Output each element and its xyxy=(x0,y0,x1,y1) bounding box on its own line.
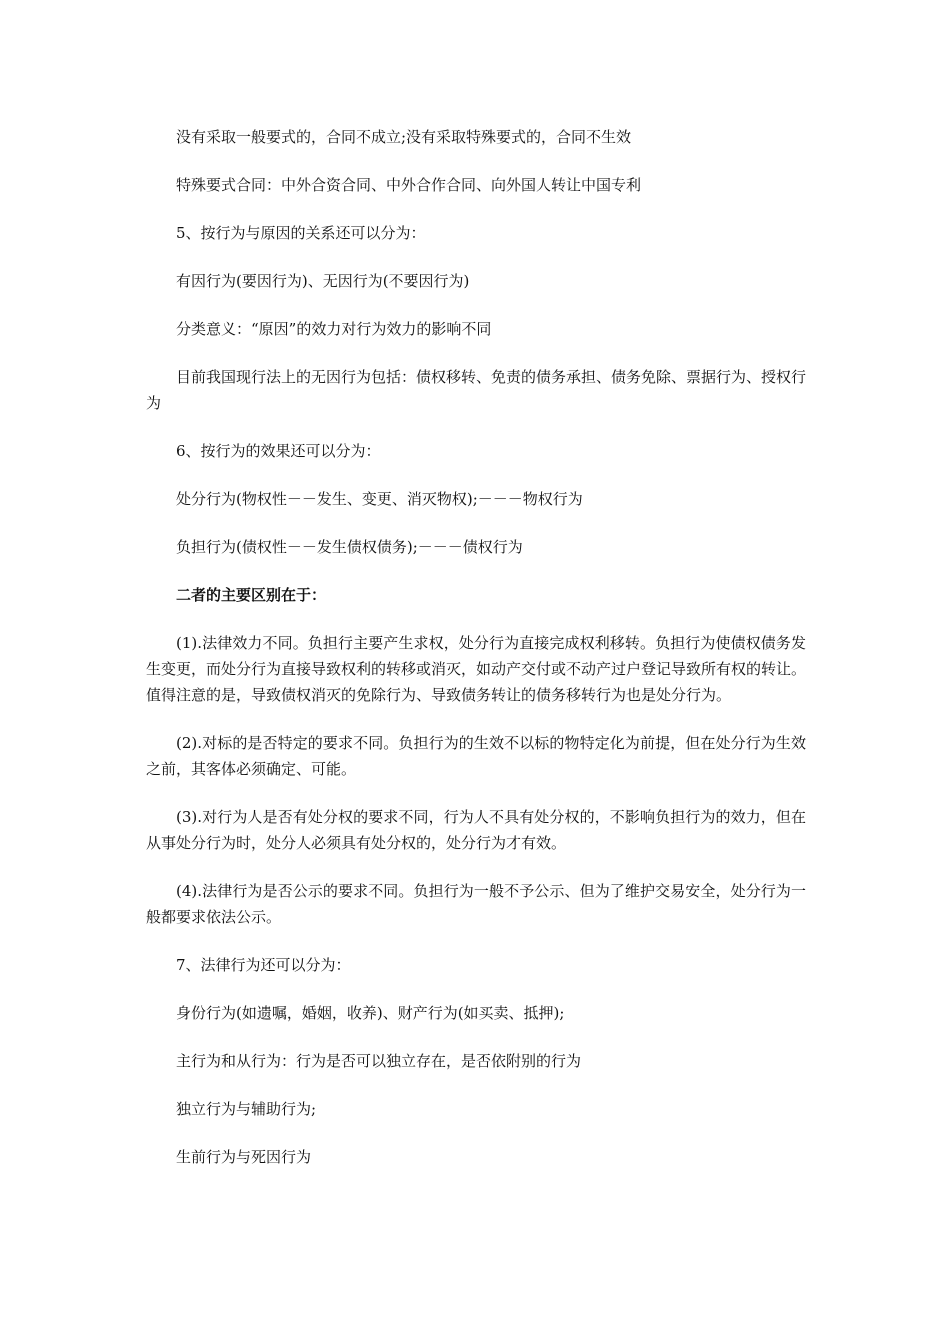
paragraph: 5、按行为与原因的关系还可以分为： xyxy=(176,224,426,242)
paragraph: (1).法律效力不同。负担行主要产生求权，处分行为直接完成权利移转。负担行为使债权债务发生变更，而处分行为直接导致权利的转移或消灭，如动产交付或不动产过户登记导致所有权的转让。值得注意的是，导致债权消灭的免除行为、导致债务转让的债务移转行为也是处分行为。 xyxy=(146,634,807,704)
paragraph: 有因行为(要因行为)、无因行为(不要因行为) xyxy=(176,272,470,290)
paragraph: 主行为和从行为：行为是否可以独立存在，是否依附别的行为 xyxy=(176,1052,582,1070)
paragraph: 独立行为与辅助行为; xyxy=(176,1100,317,1118)
paragraph: 没有采取一般要式的，合同不成立;没有采取特殊要式的，合同不生效 xyxy=(176,128,632,146)
section-heading: 二者的主要区别在于： xyxy=(176,586,327,604)
paragraph: 7、法律行为还可以分为： xyxy=(176,956,351,974)
paragraph: 负担行为(债权性－－发生债权债务);－－－债权行为 xyxy=(176,538,523,556)
document-body xyxy=(146,124,806,1192)
paragraph: 特殊要式合同：中外合资合同、中外合作合同、向外国人转让中国专利 xyxy=(176,176,642,194)
paragraph: 分类意义：“原因”的效力对行为效力的影响不同 xyxy=(176,320,492,338)
paragraph: (2).对标的是否特定的要求不同。负担行为的生效不以标的物特定化为前提，但在处分行为生效之前，其客体必须确定、可能。 xyxy=(146,734,806,778)
paragraph: 处分行为(物权性－－发生、变更、消灭物权);－－－物权行为 xyxy=(176,490,583,508)
paragraph: 6、按行为的效果还可以分为： xyxy=(176,442,381,460)
paragraph: 目前我国现行法上的无因行为包括：债权移转、免责的债务承担、债务免除、票据行为、授权行为 xyxy=(146,368,807,412)
paragraph: 身份行为(如遗嘱，婚姻，收养)、财产行为(如买卖、抵押); xyxy=(176,1004,565,1022)
paragraph: (3).对行为人是否有处分权的要求不同，行为人不具有处分权的，不影响负担行为的效力，但在从事处分行为时，处分人必须具有处分权的，处分行为才有效。 xyxy=(146,808,806,852)
paragraph: (4).法律行为是否公示的要求不同。负担行为一般不予公示、但为了维护交易安全，处分行为一般都要求依法公示。 xyxy=(146,882,806,926)
paragraph: 生前行为与死因行为 xyxy=(176,1148,312,1166)
